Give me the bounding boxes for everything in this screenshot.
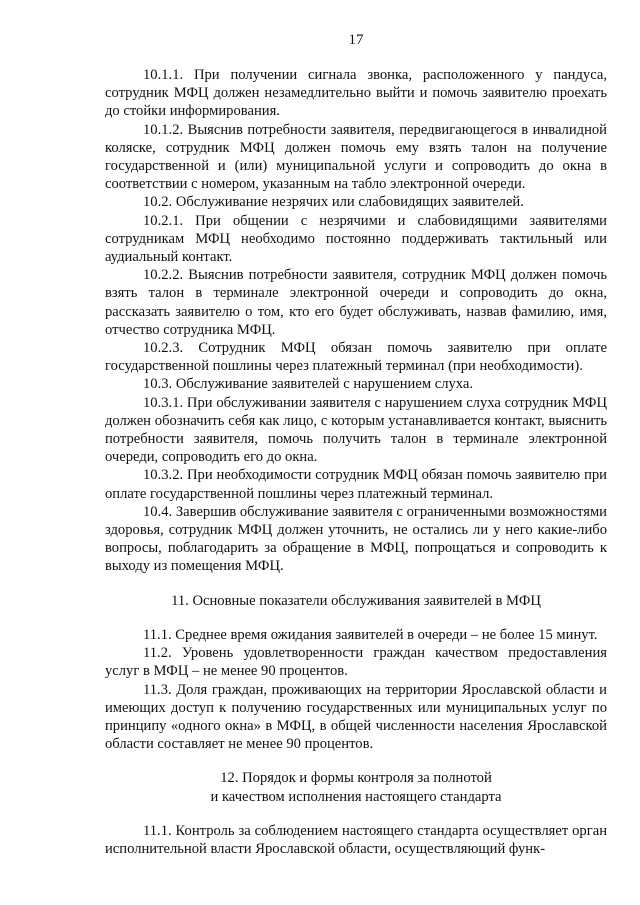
paragraph-10-1-1: 10.1.1. При получении сигнала звонка, расположенного у пандуса, сотрудник МФЦ должен незамедлительно выйти и помочь заявителю проехать до стойки информирования. [105, 67, 607, 120]
paragraph-10-2-3: 10.2.3. Сотрудник МФЦ обязан помочь заявителю при оплате государственной пошлины через платежный терминал (при необходимости). [105, 340, 607, 375]
spacer [105, 753, 607, 769]
paragraph-10-3-1: 10.3.1. При обслуживании заявителя с нарушением слуха сотрудник МФЦ должен обозначить себя как лицо, с которым устанавливается контакт, выяснить потребности заявителя, помочь получить талон в терминале электронной очереди, сопроводить его до окна. [105, 394, 607, 466]
section-12-heading-line-1: 12. Порядок и формы контроля за полнотой [220, 770, 492, 787]
paragraph-12-1: 11.1. Контроль за соблюдением настоящего стандарта осуществляет орган исполнительной власти Ярославской области, осуществляющий функ- [105, 822, 607, 857]
spacer [105, 806, 607, 822]
paragraph-10-4: 10.4. Завершив обслуживание заявителя с ограниченными возможностями здоровья, сотрудник МФЦ должен уточнить, не остались ли у него какие-либо вопросы, поблагодарить за обращение в МФЦ, попрощаться и сопроводить к выходу из помещения МФЦ. [105, 503, 607, 575]
paragraph-10-1-2: 10.1.2. Выяснив потребности заявителя, передвигающегося в инвалидной коляске, сотрудник МФЦ должен помочь ему взять талон на получение государственной и (или) муниципальной услуги и сопроводить до окна в соответствии с номером, указанным на табло электронной очереди. [105, 121, 607, 193]
spacer [105, 576, 607, 592]
section-12-heading-line-2: и качеством исполнения настоящего стандарта [210, 788, 502, 805]
section-12-heading [105, 769, 607, 805]
section-11-heading: 11. Основные показатели обслуживания заявителей в МФЦ [171, 592, 541, 609]
paragraph-10-2-2: 10.2.2. Выяснив потребности заявителя, сотрудник МФЦ должен помочь взять талон в терминале электронной очереди и сопроводить до окна, рассказать заявителю о том, кто его будет обслуживать, назвав фамилию, имя, отчество сотрудника МФЦ. [105, 267, 607, 338]
paragraph-11-3: 11.3. Доля граждан, проживающих на территории Ярославской области и имеющих доступ к получению государственных или муниципальных услуг по принципу «одного окна» в МФЦ, в общей численности населения Ярославской области составляет не менее 90 процентов. [105, 681, 607, 753]
paragraph-11-1: 11.1. Среднее время ожидания заявителей в очереди – не более 15 минут. [143, 626, 598, 643]
paragraph-10-3-2: 10.3.2. При необходимости сотрудник МФЦ обязан помочь заявителю при оплате государственной пошлины через платежный терминал. [105, 467, 607, 502]
paragraph-11-2: 11.2. Уровень удовлетворенности граждан качеством предоставления услуг в МФЦ – не менее 90 процентов. [105, 645, 607, 680]
paragraph-10-2-1: 10.2.1. При общении с незрячими и слабовидящими заявителями сотрудникам МФЦ необходимо постоянно поддерживать тактильный или аудиальный контакт. [105, 212, 607, 266]
page-number: 17 [348, 32, 364, 48]
spacer [105, 610, 607, 626]
paragraph-10-2: 10.2. Обслуживание незрячих или слабовидящих заявителей. [143, 194, 524, 211]
paragraph-10-3: 10.3. Обслуживание заявителей с нарушением слуха. [143, 376, 474, 393]
document-page [105, 30, 607, 858]
